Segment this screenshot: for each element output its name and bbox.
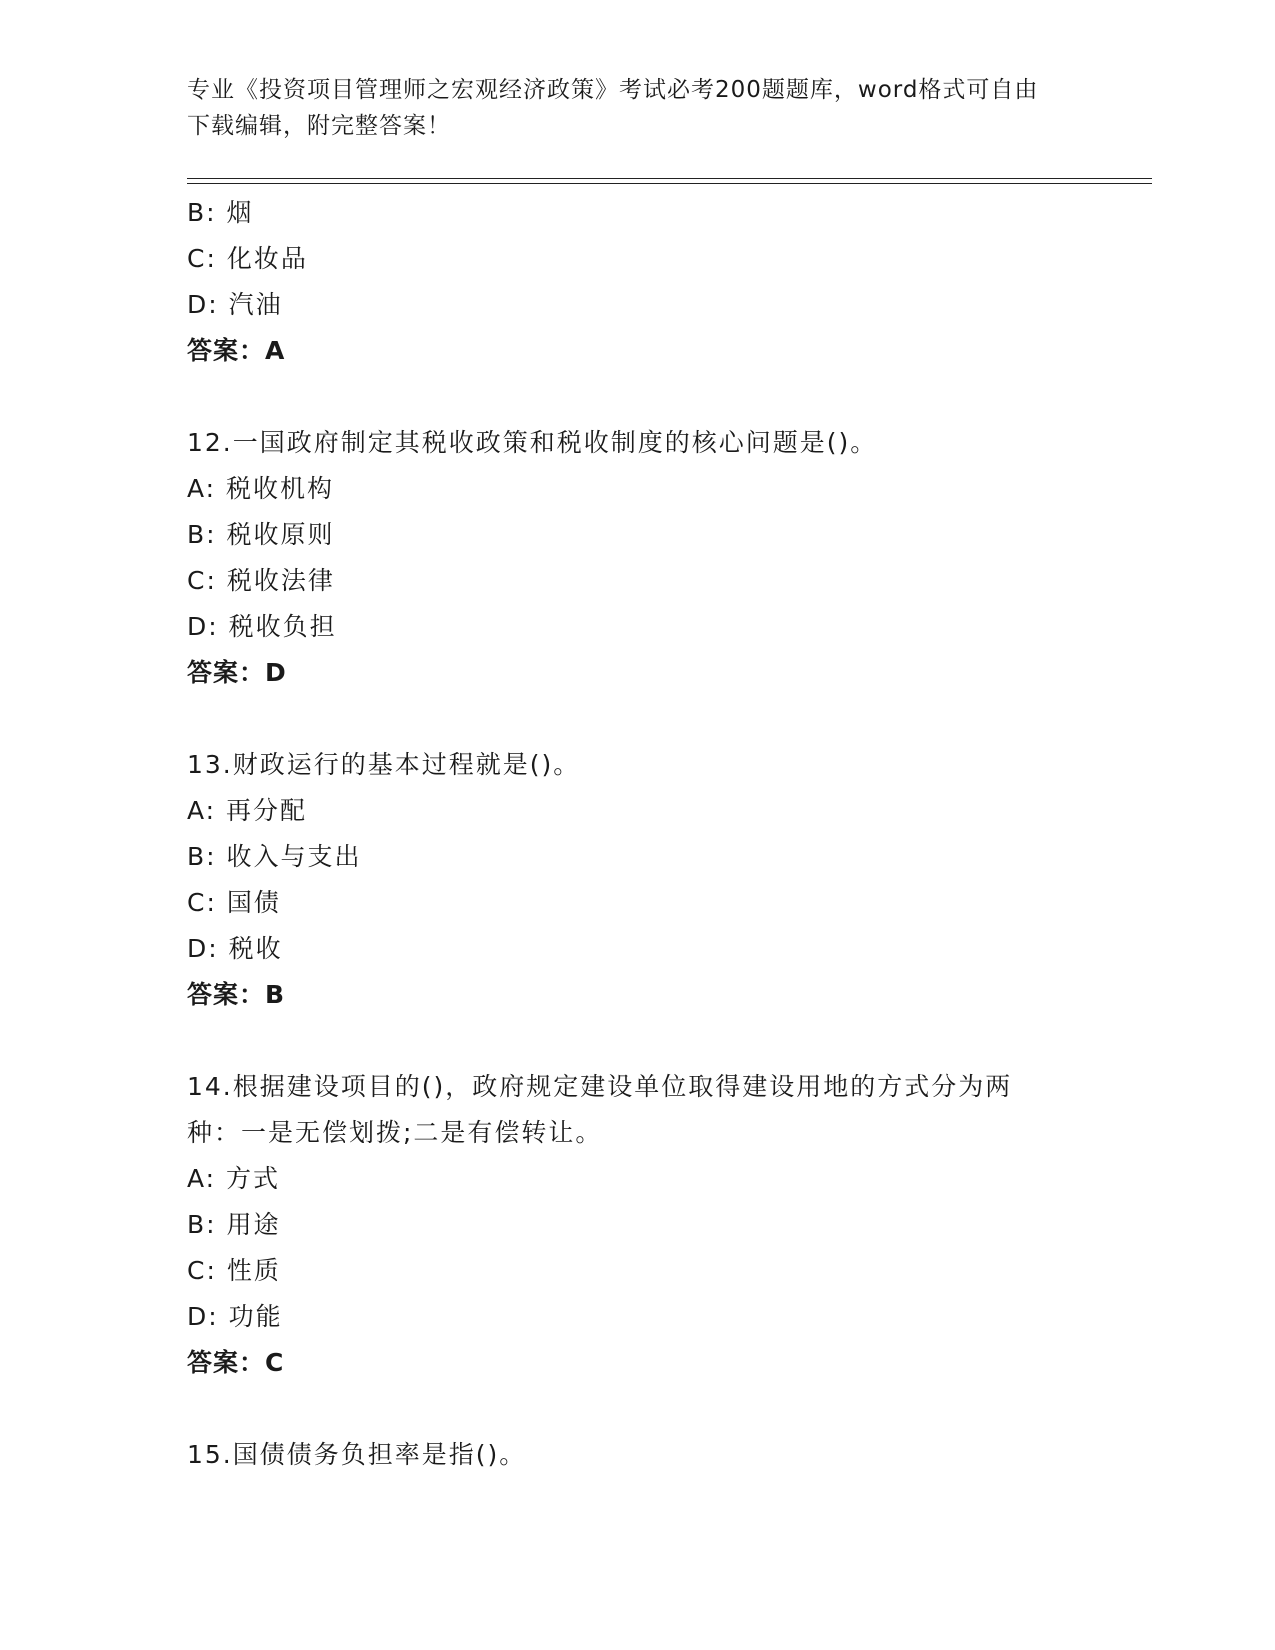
option-a: A: 方式 <box>187 1164 281 1193</box>
question-15 <box>187 1432 1152 1478</box>
option-a: A: 税收机构 <box>187 474 335 503</box>
spacer <box>187 696 1152 742</box>
option-d: D: 税收负担 <box>187 612 337 641</box>
option-a: A: 再分配 <box>187 796 308 825</box>
document-header <box>187 72 1087 144</box>
question-12 <box>187 420 1152 696</box>
option-d: D: 税收 <box>187 934 283 963</box>
option-d: D: 汽油 <box>187 290 283 319</box>
header-divider-bottom <box>187 183 1152 184</box>
answer: 答案：D <box>187 658 287 687</box>
question-14 <box>187 1064 1152 1386</box>
question-text: 15.国债债务负担率是指()。 <box>187 1440 527 1469</box>
question-text-line-2: 种：一是无偿划拨;二是有偿转让。 <box>187 1118 603 1147</box>
option-b: B: 税收原则 <box>187 520 335 549</box>
question-text: 12.一国政府制定其税收政策和税收制度的核心问题是()。 <box>187 428 878 457</box>
spacer <box>187 374 1152 420</box>
question-text-line-1: 14.根据建设项目的()，政府规定建设单位取得建设用地的方式分为两 <box>187 1072 1013 1101</box>
question-list <box>187 190 1152 1478</box>
option-d: D: 功能 <box>187 1302 283 1331</box>
option-c: C: 化妆品 <box>187 244 308 273</box>
header-divider-top <box>187 178 1152 179</box>
spacer <box>187 1018 1152 1064</box>
answer: 答案：B <box>187 980 286 1009</box>
answer: 答案：C <box>187 1348 285 1377</box>
question-text: 13.财政运行的基本过程就是()。 <box>187 750 581 779</box>
header-line-1: 专业《投资项目管理师之宏观经济政策》考试必考200题题库，word格式可自由 <box>187 77 1039 103</box>
question-11-tail <box>187 190 1152 374</box>
option-c: C: 国债 <box>187 888 281 917</box>
spacer <box>187 1386 1152 1432</box>
option-c: C: 性质 <box>187 1256 281 1285</box>
answer: 答案：A <box>187 336 286 365</box>
question-13 <box>187 742 1152 1018</box>
option-c: C: 税收法律 <box>187 566 335 595</box>
header-line-2: 下载编辑，附完整答案！ <box>187 113 451 139</box>
option-b: B: 收入与支出 <box>187 842 362 871</box>
option-b: B: 用途 <box>187 1210 281 1239</box>
option-b: B: 烟 <box>187 198 254 227</box>
